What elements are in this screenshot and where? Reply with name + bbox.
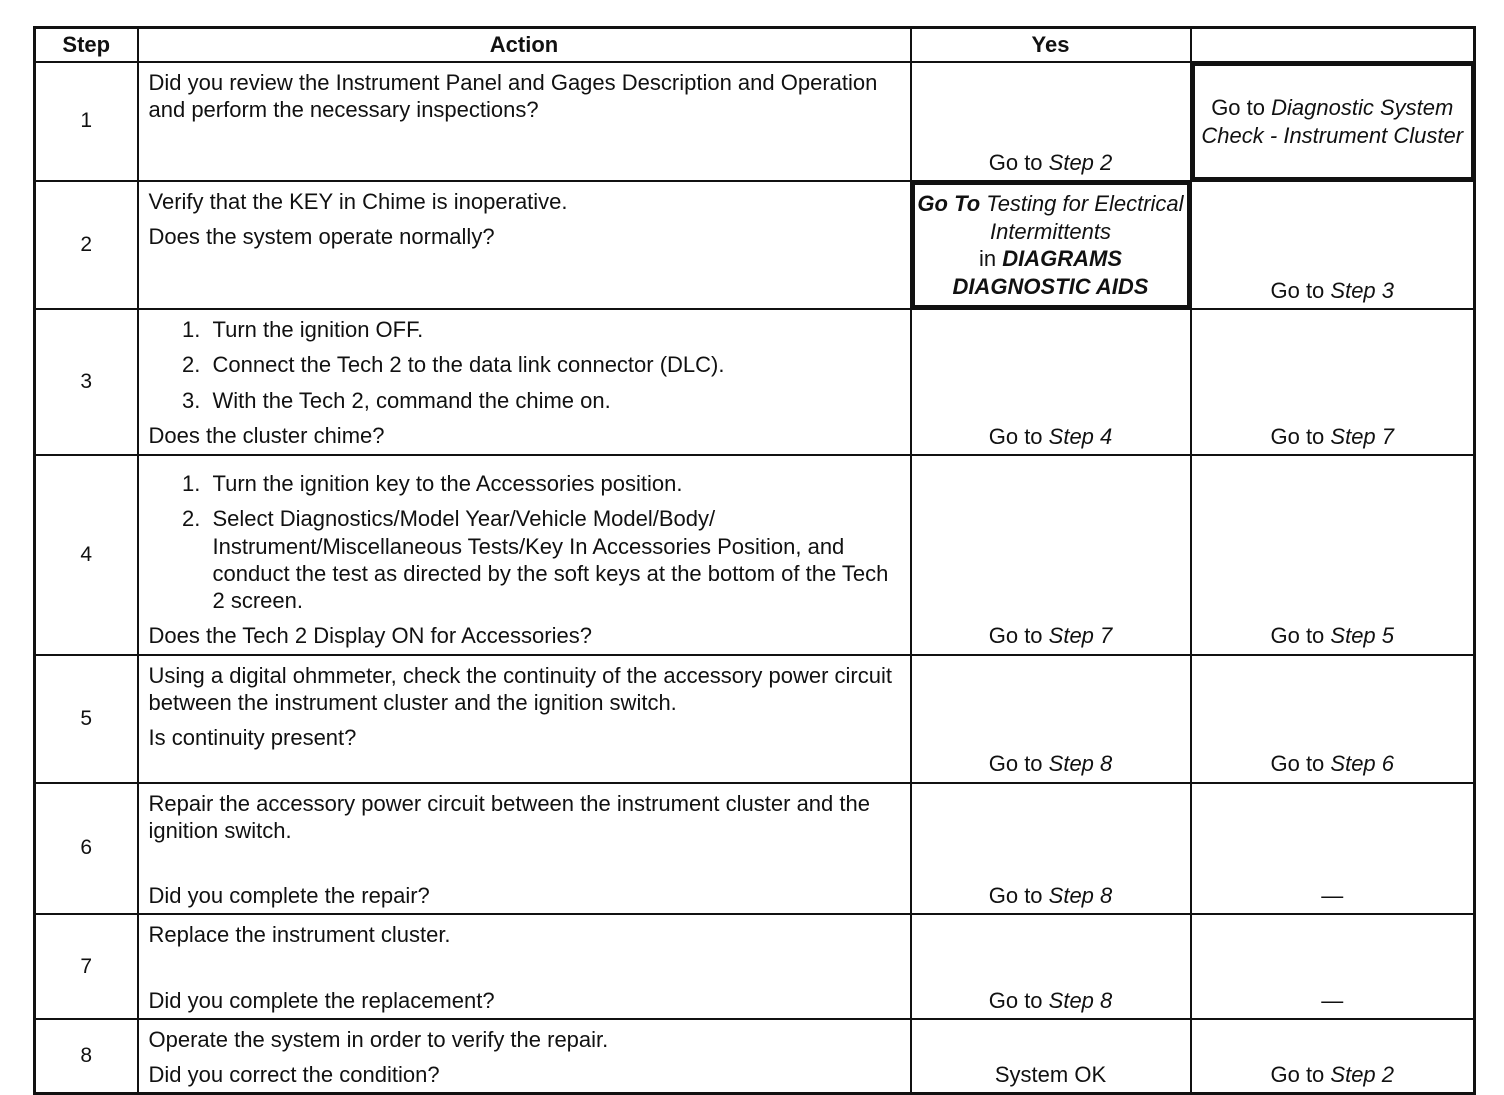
step-number: 2 <box>35 181 138 309</box>
action-cell <box>138 655 911 783</box>
yes-cell-highlighted <box>911 181 1191 309</box>
substep-item: 1. Turn the ignition OFF. <box>207 316 900 343</box>
yes-doc-diagnostic-aids[interactable]: DIAGNOSTIC AIDS <box>952 273 1149 299</box>
no-prefix: Go to <box>1270 277 1331 303</box>
no-target-link[interactable]: Step 2 <box>1330 1062 1395 1088</box>
action-cell <box>138 455 911 655</box>
yes-target-link[interactable]: Step 8 <box>1048 883 1113 909</box>
action-text: Operate the system in order to verify the repair. <box>148 1026 609 1052</box>
yes-prefix: Go to <box>988 623 1049 649</box>
table-row <box>35 655 1475 783</box>
header-action: Action <box>138 28 911 63</box>
yes-cell <box>911 309 1191 455</box>
action-question: Is continuity present? <box>148 725 357 751</box>
yes-target-link[interactable]: Step 7 <box>1048 623 1113 649</box>
yes-cell <box>911 914 1191 1019</box>
action-question: Did you complete the repair? <box>148 883 430 909</box>
table-row <box>35 181 1475 309</box>
action-text: Using a digital ohmmeter, check the continuity of the accessory power circuit between the instrument cluster and the ignition switch. <box>148 662 892 715</box>
action-cell <box>138 62 911 181</box>
substep-item: 3. With the Tech 2, command the chime on. <box>207 387 900 414</box>
yes-prefix: Go to <box>988 149 1049 175</box>
yes-value: System OK <box>994 1062 1107 1088</box>
action-cell <box>138 914 911 1019</box>
yes-goto-label: Go To <box>917 191 981 216</box>
action-cell <box>138 783 911 915</box>
yes-cell <box>911 783 1191 915</box>
diagnostic-table <box>33 26 1476 1095</box>
substep-item: 2. Select Diagnostics/Model Year/Vehicle Model/Body/ Instrument/Miscellaneous Tests/Key In Accessories Position, and conduct the test as directed by the soft keys at the bottom of the Tech 2 screen. <box>207 505 900 614</box>
no-cell <box>1191 181 1475 309</box>
step-number: 5 <box>35 655 138 783</box>
action-question: Does the cluster chime? <box>148 422 385 448</box>
substep-item: 2. Connect the Tech 2 to the data link connector (DLC). <box>207 351 900 378</box>
step-number: 4 <box>35 455 138 655</box>
no-target-link[interactable]: Step 6 <box>1330 751 1395 777</box>
no-target-link[interactable]: Step 5 <box>1330 623 1395 649</box>
step-number: 8 <box>35 1019 138 1094</box>
action-cell <box>138 181 911 309</box>
table-row <box>35 914 1475 1019</box>
yes-in-label: in <box>978 246 997 271</box>
table-row <box>35 783 1475 915</box>
action-question: Did you correct the condition? <box>148 1062 440 1088</box>
yes-target-link[interactable]: Step 2 <box>1048 149 1113 175</box>
yes-cell <box>911 62 1191 181</box>
step-number: 3 <box>35 309 138 455</box>
yes-cell <box>911 655 1191 783</box>
substep-item: 1. Turn the ignition key to the Accessories position. <box>207 470 900 497</box>
table-row <box>35 309 1475 455</box>
spacer <box>149 957 900 987</box>
table-row <box>35 1019 1475 1094</box>
no-prefix: Go to <box>1270 423 1331 449</box>
header-step: Step <box>35 28 138 63</box>
spacer <box>149 852 900 882</box>
step-number: 1 <box>35 62 138 181</box>
table-row <box>35 455 1475 655</box>
header-no <box>1191 28 1475 63</box>
substep-list <box>149 470 900 614</box>
yes-target-link[interactable]: Step 8 <box>1048 987 1113 1013</box>
no-target-link[interactable]: Step 3 <box>1330 277 1395 303</box>
action-cell <box>138 1019 911 1094</box>
yes-target-link[interactable]: Step 4 <box>1048 423 1113 449</box>
step-number: 6 <box>35 783 138 915</box>
substep-list <box>149 316 900 414</box>
action-cell <box>138 309 911 455</box>
action-text: Did you review the Instrument Panel and Gages Description and Operation and perform the necessary inspections? <box>148 70 878 123</box>
action-question: Does the system operate normally? <box>148 224 495 250</box>
no-cell <box>1191 1019 1475 1094</box>
no-value: — <box>1321 987 1344 1013</box>
no-cell <box>1191 309 1475 455</box>
step-number: 7 <box>35 914 138 1019</box>
action-question: Does the Tech 2 Display ON for Accessories? <box>148 623 592 649</box>
action-text: Verify that the KEY in Chime is inoperative. <box>148 189 568 214</box>
no-cell <box>1191 655 1475 783</box>
no-value: — <box>1321 883 1344 909</box>
no-prefix: Go to <box>1270 623 1331 649</box>
no-cell <box>1191 455 1475 655</box>
yes-prefix: Go to <box>988 423 1049 449</box>
no-prefix: Go to <box>1270 1062 1331 1088</box>
no-cell-highlighted <box>1191 62 1475 181</box>
table-row <box>35 62 1475 181</box>
header-yes: Yes <box>911 28 1191 63</box>
yes-prefix: Go to <box>988 883 1049 909</box>
no-cell <box>1191 783 1475 915</box>
action-question: Did you complete the replacement? <box>148 987 495 1013</box>
yes-cell <box>911 1019 1191 1094</box>
no-prefix: Go to <box>1270 751 1331 777</box>
no-prefix: Go to <box>1211 95 1272 121</box>
no-cell <box>1191 914 1475 1019</box>
yes-target-link[interactable]: Step 8 <box>1048 751 1113 777</box>
table-header-row <box>35 28 1475 63</box>
no-target-link[interactable]: Diagnostic System Check - Instrument Cluster <box>1201 95 1464 148</box>
no-target-link[interactable]: Step 7 <box>1330 423 1395 449</box>
action-text: Replace the instrument cluster. <box>148 922 451 948</box>
yes-prefix: Go to <box>988 751 1049 777</box>
action-text: Repair the accessory power circuit between the instrument cluster and the ignition switch. <box>148 790 870 843</box>
yes-prefix: Go to <box>988 987 1049 1013</box>
yes-doc-diagrams[interactable]: DIAGRAMS <box>1002 246 1123 271</box>
yes-reference-link[interactable]: Testing for Electrical Intermittents <box>986 191 1184 244</box>
yes-cell <box>911 455 1191 655</box>
